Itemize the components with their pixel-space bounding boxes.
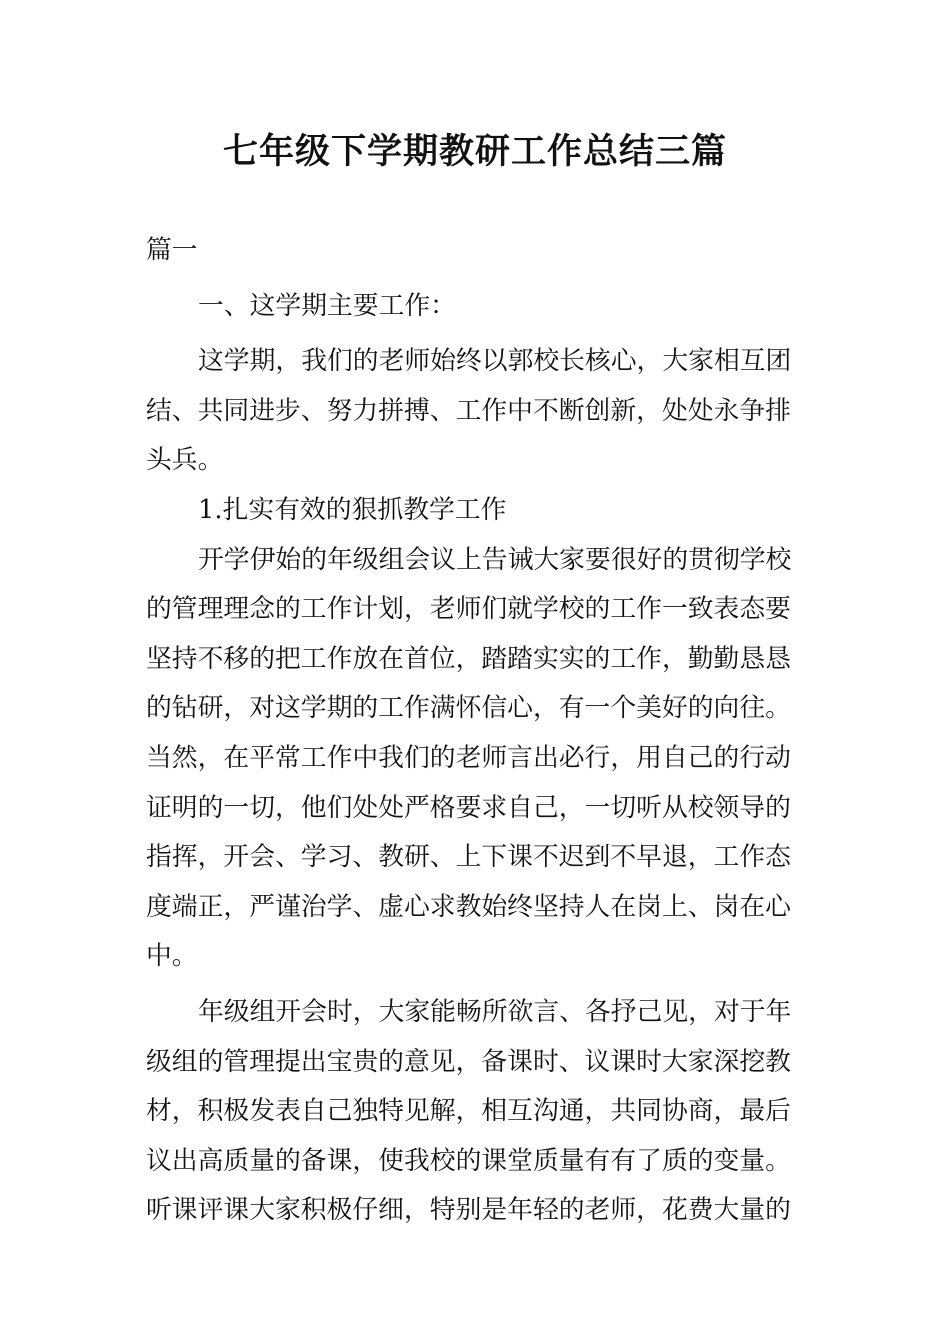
paragraph-line: 度端正，严谨治学、虚心求教始终坚持人在岗上、岗在心 [146,891,791,922]
document-title: 七年级下学期教研工作总结三篇 [222,132,727,172]
section-label: 篇一 [146,235,198,265]
paragraph-line: 头兵。 [146,445,224,476]
paragraph-line: 的管理理念的工作计划，老师们就学校的工作一致表态要 [146,594,791,625]
paragraph-line: 开学伊始的年级组会议上告诫大家要很好的贯彻学校 [198,544,792,575]
paragraph-line: 当然，在平常工作中我们的老师言出必行，用自己的行动 [146,742,791,773]
paragraph-line: 年级组开会时，大家能畅所欲言、各抒己见，对于年 [198,996,792,1027]
paragraph-line: 这学期，我们的老师始终以郭校长核心，大家相互团 [198,346,792,377]
paragraph-line: 的钻研，对这学期的工作满怀信心，有一个美好的向往。 [146,693,791,724]
paragraph-line: 材，积极发表自己独特见解，相互沟通，共同协商，最后 [146,1096,791,1127]
paragraph-line: 中。 [146,941,198,972]
paragraph-line: 级组的管理提出宝贵的意见，备课时、议课时大家深挖教 [146,1046,791,1077]
paragraph-line: 结、共同进步、努力拼搏、工作中不断创新，处处永争排 [146,395,791,426]
paragraph-line: 听课评课大家积极仔细，特别是年轻的老师，花费大量的 [146,1195,791,1226]
paragraph-line: 坚持不移的把工作放在首位，踏踏实实的工作，勤勤恳恳 [146,643,791,674]
paragraph-line: 证明的一切，他们处处严格要求自己，一切听从校领导的 [146,792,791,823]
paragraph-line: 指挥，开会、学习、教研、上下课不迟到不早退，工作态 [146,842,791,873]
document-body [146,226,806,1236]
subsection-heading: 1.扎实有效的狠抓教学工作 [198,494,507,525]
paragraph-line: 议出高质量的备课，使我校的课堂质量有有了质的变量。 [146,1145,791,1176]
section-heading: 一、这学期主要工作： [198,290,456,321]
